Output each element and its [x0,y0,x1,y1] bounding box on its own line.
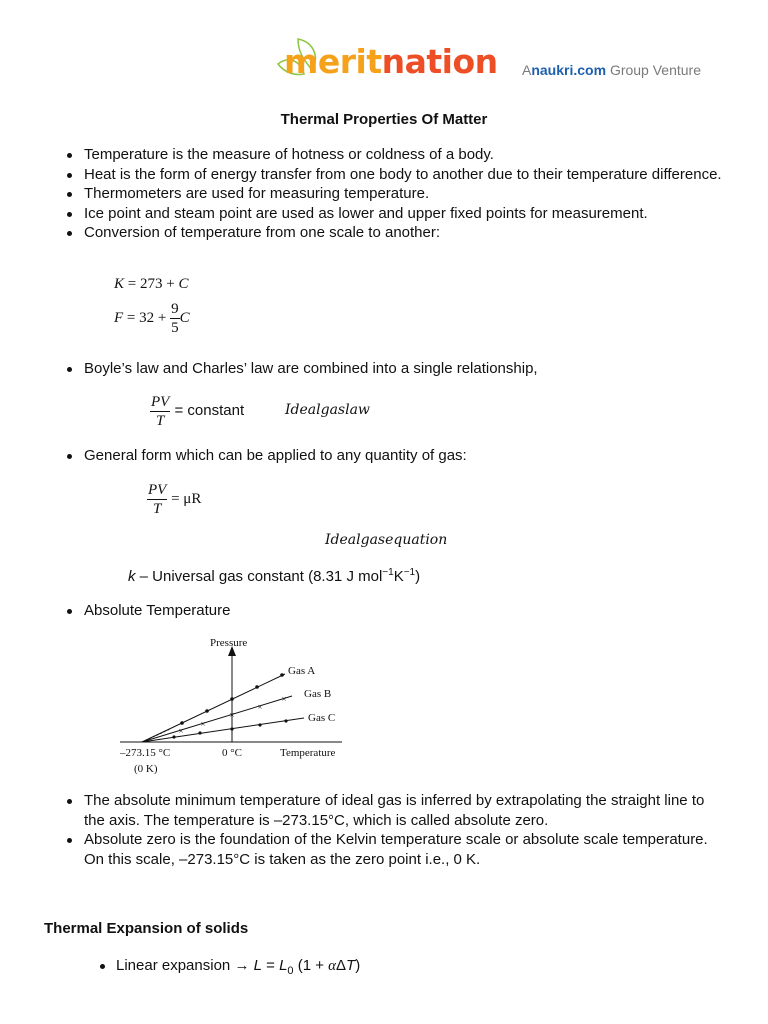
formula-symbol: T [346,957,356,974]
absolute-temp-bullet-list [66,601,726,621]
kelvin-formula [114,276,188,293]
origin-sub-label: (0 K) [134,763,158,775]
fraction [170,300,180,337]
formula-symbol: L [279,957,288,974]
ideal-gas-law-formula [150,393,244,430]
delta-symbol: Δ [336,957,347,974]
fahrenheit-formula [114,300,190,337]
gas-constant-text: – Universal gas constant (8.31 J mol [135,568,383,585]
list-item: Temperature is the measure of hotness or coldness of a body. [66,145,726,165]
fraction-numerator: 9 [171,301,179,317]
bullet-dot [100,964,105,969]
x-axis-label: Temperature [280,747,336,759]
gas-constant-line [128,567,420,585]
gas-b-point: × [229,710,235,720]
ideal-gas-law-label: Idealgaslaw [285,402,370,418]
gas-c-point [284,719,287,722]
formula-symbol: F [114,309,124,326]
formula-symbol: L [253,957,262,974]
formula-symbol: K [114,276,125,292]
zero-celsius-label: 0 °C [222,747,242,759]
logo-naukri: naukri.com [531,62,607,78]
gas-c-point [198,731,201,734]
intro-bullet-list [66,145,726,243]
formula-text: = constant [170,401,245,419]
gas-c-point [258,723,261,726]
fraction-denominator: T [155,413,165,429]
gas-a-point [180,721,184,725]
fraction-numerator: PV [151,394,170,410]
logo-prefix: A [522,62,532,78]
formula-text: = 273 + [124,276,179,292]
gas-c-label: Gas C [308,712,336,724]
meritnation-logo [268,34,728,94]
list-item: Thermometers are used for measuring temperature. [66,184,726,204]
page-title: Thermal Properties Of Matter [280,111,488,128]
gas-a-point [230,697,234,701]
gas-b-point: × [257,702,263,712]
formula-text: (1 + [293,957,329,974]
boyle-bullet-list [66,359,726,379]
alpha-symbol: α [328,958,337,974]
fraction [150,393,170,430]
gas-constant-symbol: k [128,568,136,585]
logo-merit-text: merit [284,42,382,81]
section-heading: Thermal Expansion of solids [44,920,249,937]
gas-constant-close: ) [415,568,421,585]
exponent: −1 [403,567,416,578]
list-item: Ice point and steam point are used as lower and upper fixed points for measurement. [66,204,726,224]
formula-symbol: C [179,309,190,326]
list-item: General form which can be applied to any quantity of gas: [66,446,726,466]
list-item: Absolute zero is the foundation of the Kelvin temperature scale or absolute scale temperature. On this scale, –273.15°C is taken as the zero point i.e., 0 K. [66,830,726,869]
gas-b-label: Gas B [304,688,332,700]
logo-nation-text: nation [381,42,498,81]
ideal-gas-equation-label: Idealgasequation [325,532,448,548]
linear-expansion-label: Linear expansion [116,957,231,974]
linear-expansion-item [100,957,360,977]
fraction-denominator: 5 [171,320,179,336]
arrow-symbol: → [234,958,250,974]
fraction-numerator: PV [148,482,167,498]
formula-text: = μR [167,490,202,507]
exponent: −1 [382,567,394,578]
gas-b-line [142,696,292,742]
gas-c-point [230,727,233,730]
gas-c-point [172,735,175,738]
formula-text: ) [355,957,361,974]
list-item: Boyle’s law and Charles’ law are combined into a single relationship, [66,359,726,379]
formula-text: = 32 + [123,309,171,326]
gas-constant-unit: K [393,568,404,585]
list-item: Conversion of temperature from one scale to another: [66,223,726,243]
gas-a-point [280,673,284,677]
formula-symbol: C [178,276,189,292]
gas-b-point: × [281,694,287,704]
list-item: Absolute Temperature [66,601,726,621]
gas-a-point [255,685,259,689]
pressure-temperature-graph [110,630,360,780]
gas-b-point: × [178,726,184,736]
subscript: 0 [287,965,294,977]
general-form-bullet-list [66,446,726,466]
gas-a-label: Gas A [288,665,316,677]
gas-b-point: × [200,719,206,729]
y-axis-label: Pressure [210,637,248,649]
origin-label: –273.15 °C [120,747,171,759]
fraction [147,481,167,518]
list-item: The absolute minimum temperature of ideal gas is inferred by extrapolating the straight line to the axis. The temperature is –273.15°C, which is called absolute zero. [66,791,726,830]
fraction-denominator: T [152,501,162,517]
gas-a-point [205,709,209,713]
absolute-zero-bullet-list [66,791,726,869]
logo-suffix: Group Venture [609,62,701,78]
ideal-gas-equation-formula [147,481,201,518]
list-item: Heat is the form of energy transfer from one body to another due to their temperature difference. [66,165,726,185]
formula-text: = [261,957,280,974]
